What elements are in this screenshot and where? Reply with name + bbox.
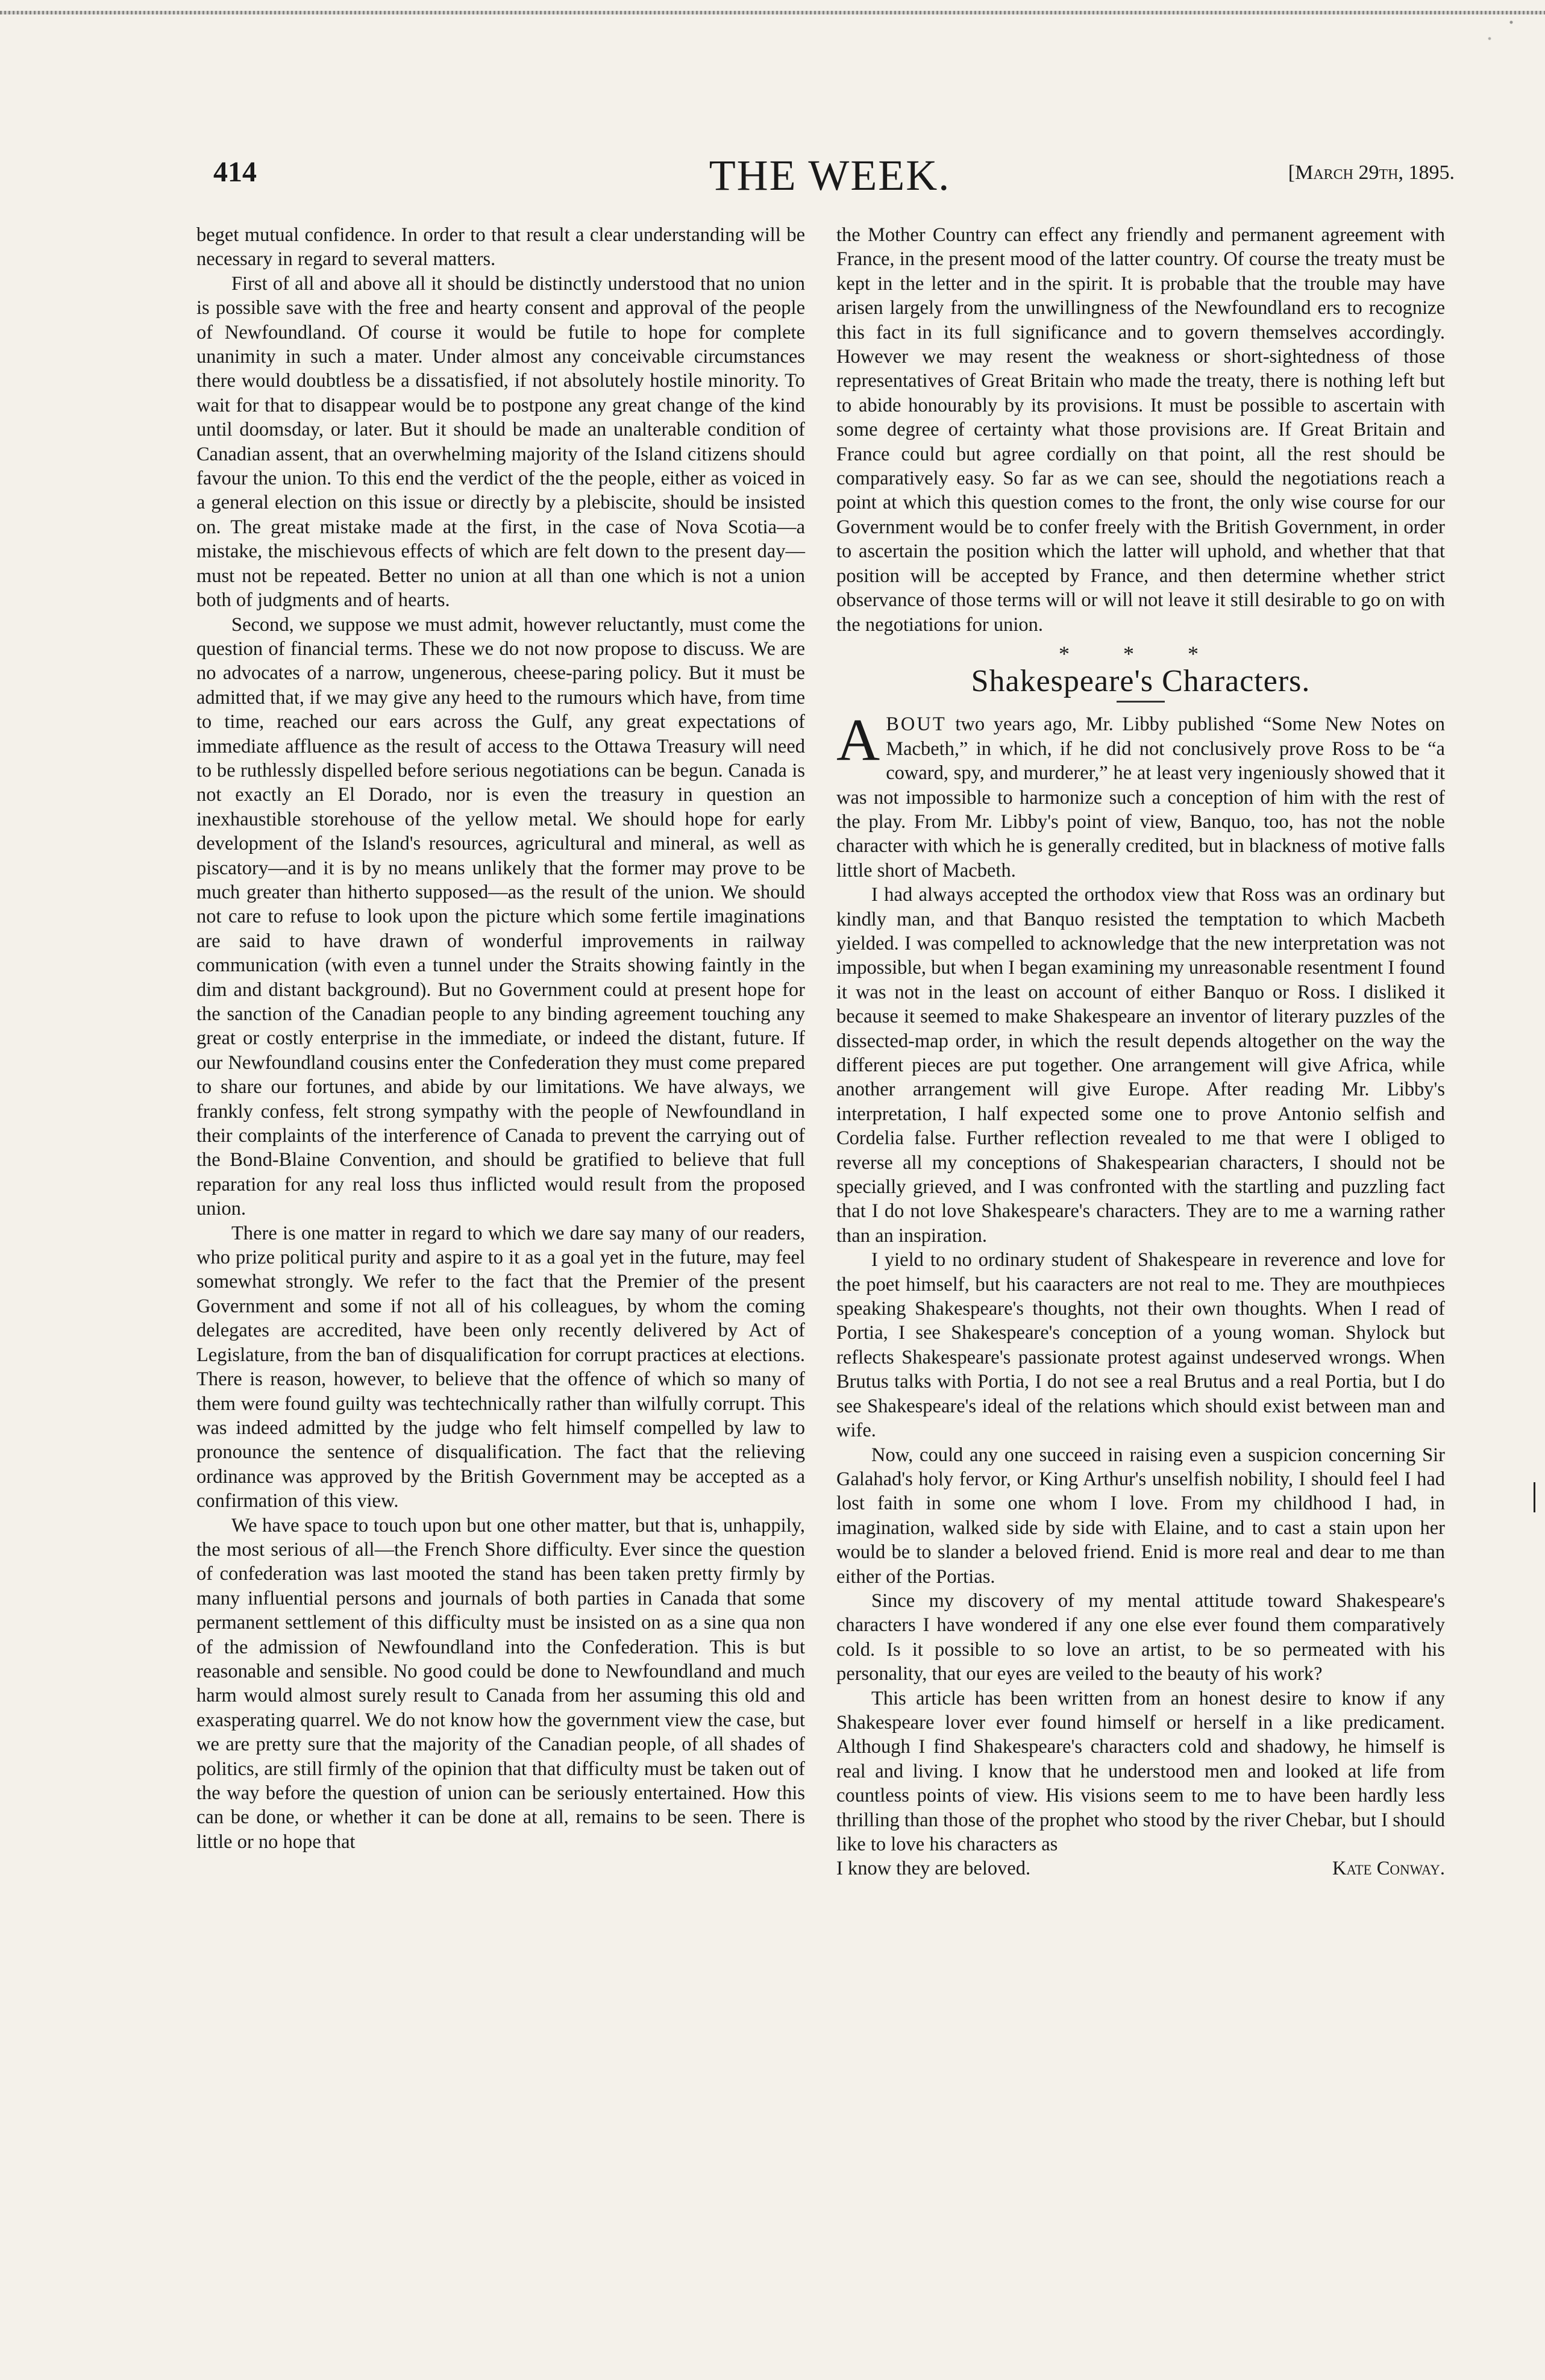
author-signature: Kate Conway. — [1332, 1858, 1445, 1880]
opening-text: two years ago, Mr. Libby published “Some New Notes on Macbeth,” in which, if he did not conclusively prove Ross to be “a coward, spy, and murderer,” he at least very ingeniously showed that it was not impossible to harmonize such a conception of him with the rest of the play. From Mr. Libby's point of view, Banquo, too, has not the noble character with which he is generally credited, but in blackness of motive falls little short of Macbeth. — [836, 713, 1445, 882]
article-title: Shakespeare's Characters. — [971, 663, 1311, 698]
drop-cap: A — [836, 706, 880, 774]
title-rule — [1117, 701, 1165, 703]
paragraph: We have space to touch upon but one other matter, but that is, unhappily, the most serious of all—the French Shore difficulty. Ever since the question of confederation was last mooted the stand has been taken pretty firmly by many influential persons and journals of both parties in Canada that some permanent settlement of this difficulty must be insisted on as a sine qua non of the admission of Newfoundland into the Confederation. This is but reasonable and sensible. No good could be done to Newfoundland and much harm would almost surely result to Canada from her assuming this old and exasperating quarrel. We do not know how the government view the case, but we are pretty sure that the majority of the Canadian people, of all shades of politics, are still firmly of the opinion that that difficulty must be taken out of the way before the question of union can be seriously entertained. How this can be done, or whether it can be done at all, remains to be seen. There is little or no hope that — [196, 1514, 805, 1853]
paragraph: I yield to no ordinary student of Shakespeare in reverence and love for the poet himself, but his caaracters are not real to me. They are mouthpieces speaking Shakespeare's thoughts, not their own thoughts. When I read of Portia, I see Shakespeare's conception of a young woman. Shylock but reflects Shakespeare's passionate protest against undeserved wrongs. When Brutus talks with Portia, I do not see a real Brutus and a real Portia, but I do see Shakespeare's ideal of the relations which should exist between man and wife. — [836, 1249, 1445, 1442]
article-opening — [836, 706, 1445, 883]
margin-mark — [1534, 1482, 1535, 1512]
paragraph: This article has been written from an honest desire to know if any Shakespeare lover ever found himself or herself in a like predicament. Although I find Shakespeare's characters cold and shadowy, he himself is real and living. I know that he understood men and looked at life from countless points of view. His visions seem to me to have been hardly less thrilling than those of the prophet who stood by the river Chebar, but I should like to love his characters as — [836, 1687, 1445, 1855]
section-separator: * * * — [1059, 641, 1223, 666]
closing-line: I know they are beloved. — [836, 1858, 1031, 1880]
paragraph: First of all and above all it should be distinctly understood that no union is possible save with the free and hearty consent and approval of the people of Newfoundland. Of course it would be futile to hope for complete unanimity in such a mater. Under almost any conceivable circumstances there would doubtless be a dissatisfied, if not absolutely hostile minority. To wait for that to disappear would be to postpone any great change of the kind until doomsday, or later. But it should be made an unalterable condition of Canadian assent, that an overwhelming majority of the Island citizens should favour the union. To this end the verdict of the the people, either as voiced in a general election on this issue or directly by a plebiscite, should be insisted on. The great mistake made at the first, in the case of Nova Scotia—a mistake, the mischievous effects of which are felt down to the present day—must not be repeated. Better no union at all than one which is not a union both of judgments and of hearts. — [196, 272, 805, 612]
page-header — [205, 151, 1455, 199]
right-column — [836, 223, 1445, 1881]
paragraph: There is one matter in regard to which we dare say many of our readers, who prize political purity and aspire to it as a goal yet in the future, may feel somewhat strongly. We refer to the fact that the Premier of the present Government and some if not all of his colleagues, by whom the coming delegates are accredited, have been only recently delivered by Act of Legislature, from the ban of disqualification for corrupt practices at elections. There is reason, however, to believe that the offence of which so many of them were found guilty was techtechnically rather than wilfully corrupt. This was indeed admitted by the judge who felt himself compelled by law to pronounce the sentence of disqualification. The fact that the relieving ordinance was approved by the British Government may be accepted as a confirmation of this view. — [196, 1222, 805, 1512]
paragraph: I had always accepted the orthodox view that Ross was an ordinary but kindly man, and that Banquo resisted the temptation to which Macbeth yielded. I was compelled to acknowledge that the new interpretation was not impossible, but when I began examining my unreasonable resentment I found it was not in the least on account of either Banquo or Ross. I disliked it because it seemed to make Shakespeare an inventor of literary puzzles of the dissected-map order, in which the result depends altogether on the way the different pieces are put together. One arrangement will give Africa, while another arrangement will give Europe. After reading Mr. Libby's interpretation, I half expected some one to prove Antonio selfish and Cordelia false. Further reflection revealed to me that were I obliged to reverse all my conceptions of Shakespearian characters, I should not be specially grieved, and I was confronted with the startling and puzzling fact that I do not love Shakespeare's characters. They are to me a warning rather than an inspiration. — [836, 884, 1445, 1247]
paragraph: beget mutual confidence. In order to that result a clear understanding will be necessary in regard to several matters. — [196, 224, 805, 271]
corner-smudge — [1461, 6, 1533, 60]
masthead: THE WEEK. — [709, 151, 951, 199]
signature-line — [836, 1856, 1445, 1881]
paragraph: Since my discovery of my mental attitude toward Shakespeare's characters I have wondered if any one else ever found them comparatively cold. Is it possible to so love an artist, to be so permeated with his personality, that our eyes are veiled to the beauty of his work? — [836, 1589, 1445, 1685]
page-number: 414 — [213, 156, 257, 188]
left-column — [196, 223, 805, 1854]
paragraph: Now, could any one succeed in raising even a suspicion concerning Sir Galahad's holy fervor, or King Arthur's unselfish nobility, I should feel I had lost faith in some one whom I love. From my childhood I had, in imagination, walked side by side with Elaine, and to cast a stain upon her would be to slander a beloved friend. Enid is more real and dear to me than either of the Portias. — [836, 1444, 1445, 1588]
issue-date: [March 29th, 1895. — [1288, 161, 1455, 184]
paragraph: the Mother Country can effect any friendly and permanent agreement with France, in the present mood of the latter country. Of course the treaty must be kept in the letter and in the spirit. It is probable that the trouble may have arisen largely from the unwillingness of the Newfoundland ers to recognize this fact in its full significance and to govern themselves accordingly. However we may resent the weakness or short-sightedness of those representatives of Great Britain who made the treaty, there is nothing left but to abide honourably by its provisions. It must be possible to ascertain with some degree of certainty what those provisions are. If Great Britain and France could but agree cordially on that point, all the rest should be comparatively easy. So far as we can see, should the negotiations reach a point at which this question comes to the front, the only wise course for our Government would be to confer freely with the British Government, in order to ascertain the position which the latter will uphold, and whether that that position will be accepted by France, and then determine whether strict observance of those terms will or will not leave it still desirable to go on with the negotiations for union. — [836, 224, 1445, 636]
first-word: BOUT — [886, 713, 947, 736]
page-edge-rule — [0, 11, 1545, 14]
paragraph: Second, we suppose we must admit, however reluctantly, must come the question of financial terms. These we do not now propose to discuss. We are no advocates of a narrow, ungenerous, cheese-paring policy. But it must be admitted that, if we may give any heed to the rumours which have, from time to time, reached our ears across the Gulf, any great expectations of immediate affluence as the result of access to the Ottawa Treasury will need to be ruthlessly dispelled before serious negotiations can be begun. Canada is not exactly an El Dorado, nor is even the treasury in question an inexhaustible storehouse of the yellow metal. We should hope for early development of the Island's resources, agricultural and mineral, as well as piscatory—and it is by no means unlikely that the former may prove to be much greater than hitherto supposed—as the result of the union. We should not care to refuse to look upon the picture which some fertile imaginations are said to have drawn of wonderful improvements in railway communication (with even a tunnel under the Straits showing faintly in the dim and distant background). But no Government could at present hope for the sanction of the Canadian people to any binding agreement touching any great or costly enterprise in the immediate, or indeed the distant, future. If our Newfoundland cousins enter the Confederation they must come prepared to share our fortunes, and abide by our limitations. We have always, we frankly confess, felt strong sympathy with the people of Newfoundland in their complaints of the interference of Canada to prevent the carrying out of the Bond-Blaine Convention, and should be gratified to believe that full reparation for any real loss thus inflicted would result from the proposed union. — [196, 613, 805, 1220]
